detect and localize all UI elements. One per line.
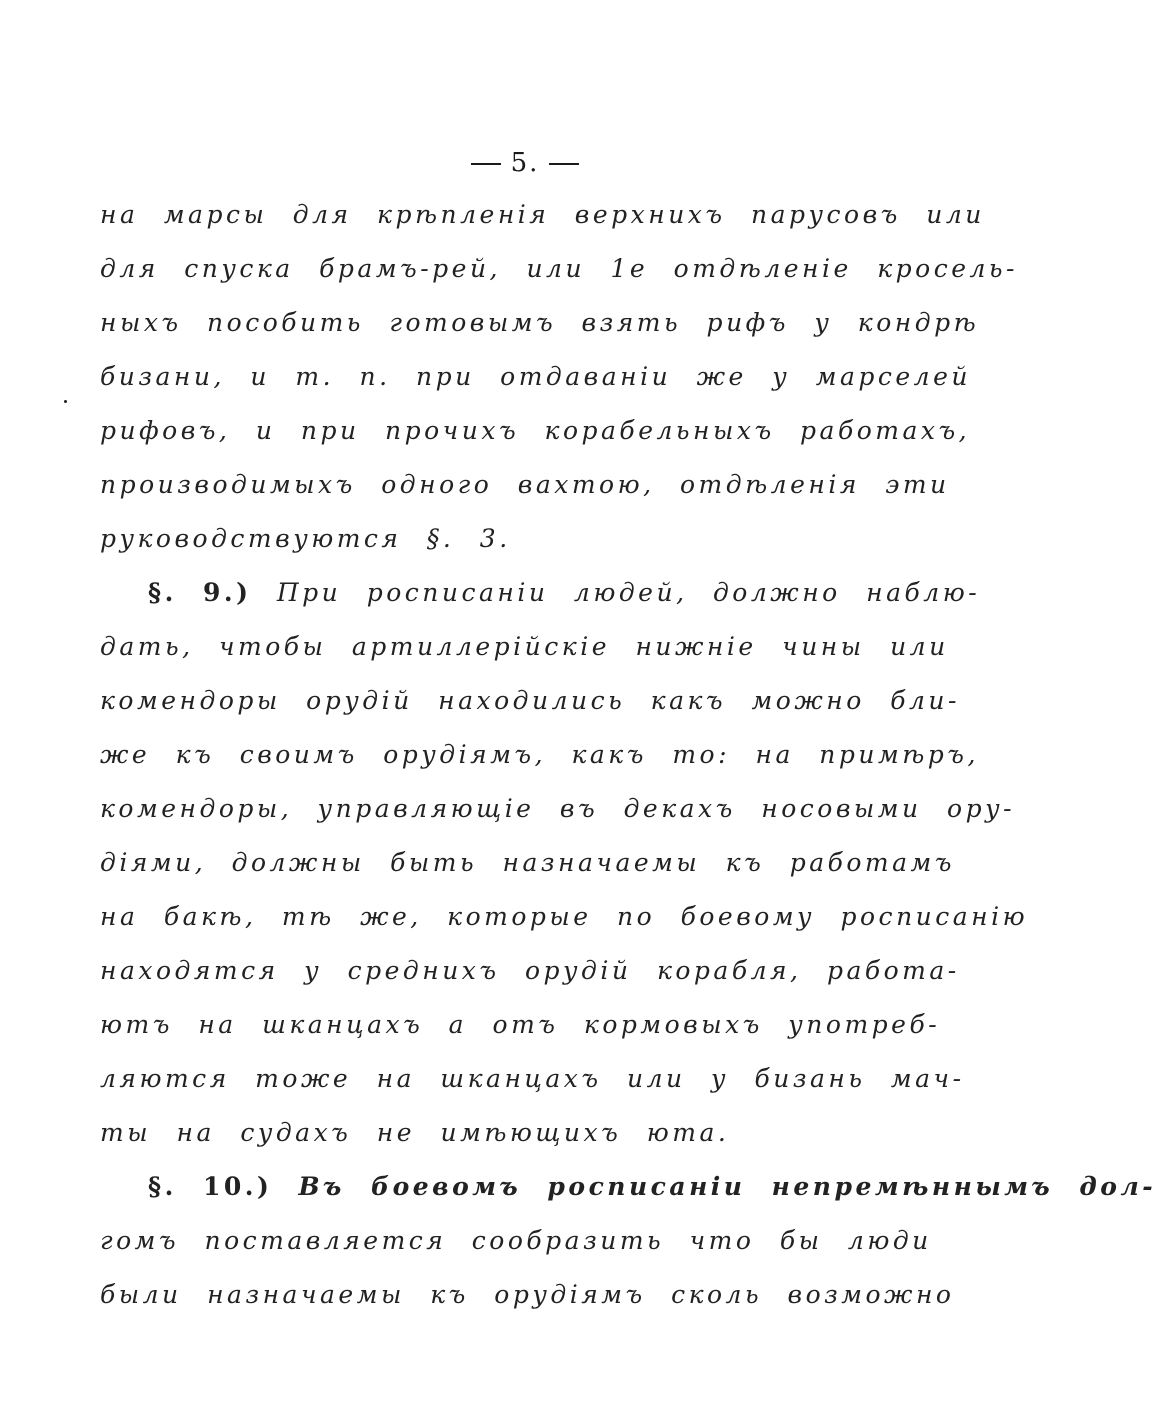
ink-dot xyxy=(64,400,67,403)
section-9-mark: §. 9.) xyxy=(148,578,252,607)
text-line: ныхъ пособить готовымъ взять рифъ у кондрѣ xyxy=(100,308,980,337)
text-line: дать, чтобы артиллерійскіе нижніе чины или xyxy=(100,632,949,661)
page-number-text: 5. xyxy=(510,148,540,178)
text-line: для спуска брамъ-рей, или 1е отдѣленіе кросель- xyxy=(100,254,1018,283)
text-line: были назначаемы къ орудіямъ сколь возможно xyxy=(100,1280,955,1309)
text-line: производимыхъ одного вахтою, отдѣленія эти xyxy=(100,470,950,499)
text-line: же къ своимъ орудіямъ, какъ то: на примѣръ, xyxy=(100,740,979,769)
text-line: гомъ поставляется сообразить что бы люди xyxy=(100,1226,932,1255)
section-10-first-line xyxy=(100,1160,1156,1214)
text-line: ютъ на шканцахъ а отъ кормовыхъ употреб- xyxy=(100,1010,941,1039)
section-10-text: Въ боевомъ росписаніи непремѣннымъ дол- xyxy=(298,1172,1156,1201)
text-line: на бакѣ, тѣ же, которые по боевому росписанію xyxy=(100,902,1029,931)
page-number xyxy=(0,148,1050,178)
text-line: на марсы для крѣпленія верхнихъ парусовъ или xyxy=(100,200,985,229)
text-line: рифовъ, и при прочихъ корабельныхъ работахъ, xyxy=(100,416,971,445)
text-line: ты на судахъ не имѣющихъ юта. xyxy=(100,1118,730,1147)
text-line: комендоры орудій находились какъ можно бли- xyxy=(100,686,960,715)
handwritten-text-block xyxy=(100,188,1156,1322)
text-line: діями, должны быть назначаемы къ работамъ xyxy=(100,848,955,877)
text-line: комендоры, управляющіе въ декахъ носовыми ору- xyxy=(100,794,1016,823)
text-line: находятся у среднихъ орудій корабля, работа- xyxy=(100,956,960,985)
section-10-mark: §. 10.) xyxy=(148,1172,273,1201)
section-9-text: При росписаніи людей, должно наблю- xyxy=(276,578,981,607)
page-number-left-dash xyxy=(471,163,501,165)
page-number-right-dash xyxy=(549,163,579,165)
text-line: ляются тоже на шканцахъ или у бизань мач- xyxy=(100,1064,965,1093)
text-line: руководствуются §. 3. xyxy=(100,524,511,553)
section-9-first-line xyxy=(100,566,981,620)
text-line: бизани, и т. п. при отдаваніи же у марселей xyxy=(100,362,971,391)
